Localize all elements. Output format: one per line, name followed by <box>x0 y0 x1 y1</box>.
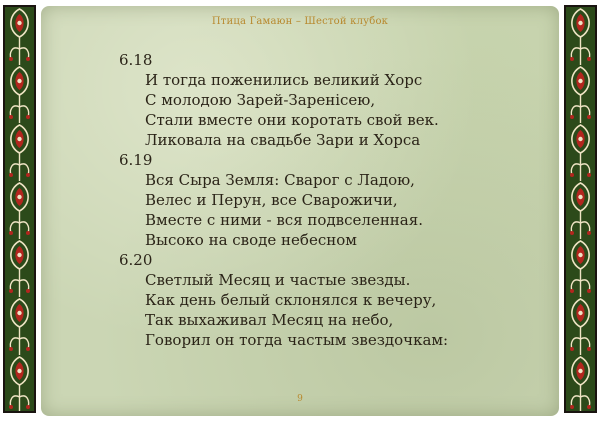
verse-number: 6.20 <box>119 251 153 269</box>
verse-line: Велес и Перун, все Сварожичи, <box>145 191 398 209</box>
verse-line: Светлый Месяц и частые звезды. <box>145 271 411 289</box>
verse-line: Стали вместе они коротать свой век. <box>145 111 439 129</box>
verse-line: Вся Сыра Земля: Сварог с Ладою, <box>145 171 415 189</box>
right-ornamental-border <box>564 5 597 413</box>
verse-line: Так выхаживал Месяц на небо, <box>145 311 394 329</box>
page-header-title: Птица Гамаюн – Шестой клубок <box>211 16 389 27</box>
verse-line: Ликовала на свадьбе Зари и Хорса <box>145 131 421 149</box>
verse-block <box>119 250 539 350</box>
folk-floral-border-icon <box>5 7 34 411</box>
verse-line: Высоко на своде небесном <box>145 231 357 249</box>
verse-number: 6.19 <box>119 151 153 169</box>
folk-floral-border-icon <box>566 7 595 411</box>
verse-block <box>119 50 539 150</box>
verse-line: Как день белый склонялся к вечеру, <box>145 291 437 309</box>
left-ornamental-border <box>3 5 36 413</box>
verse-line: Говорил он тогда частым звездочкам: <box>145 331 449 349</box>
verse-line: С молодою Зарей-Заренicею, <box>145 91 376 109</box>
page-number: 9 <box>297 394 303 404</box>
verse-line: Вместе с ними - вся подвселенная. <box>145 211 423 229</box>
parchment-page <box>41 6 559 416</box>
verse-block <box>119 150 539 250</box>
verse-line: И тогда поженились великий Хорс <box>145 71 423 89</box>
verse-number: 6.18 <box>119 51 153 69</box>
poem-text <box>119 50 539 350</box>
